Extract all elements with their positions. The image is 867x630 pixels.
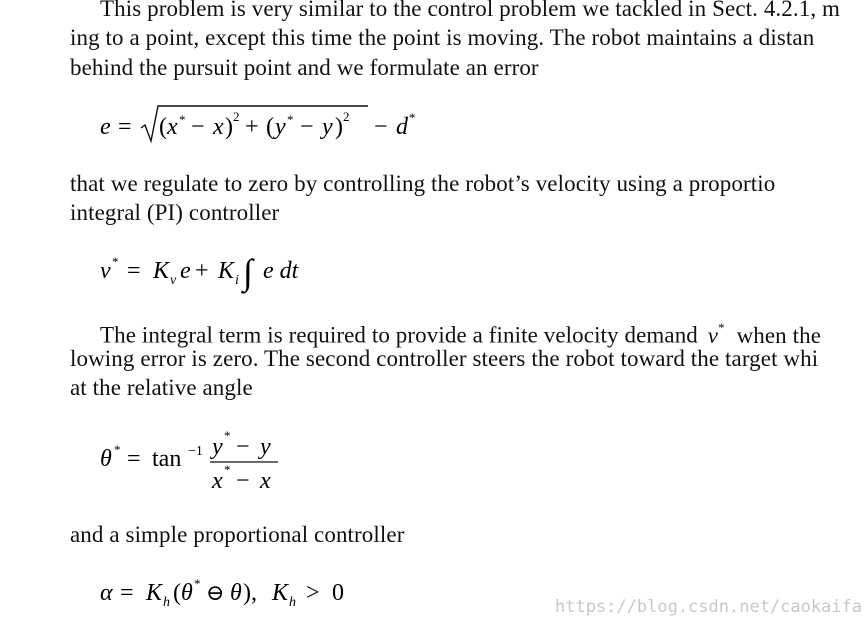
eq-angle-inverse: −1	[188, 444, 203, 459]
eq-error-open2: (	[266, 114, 274, 140]
eq-steer-equals: =	[120, 580, 134, 606]
eq-angle-equals: =	[127, 446, 141, 472]
eq-error-equals: =	[118, 114, 132, 140]
eq-error-lhs: e	[100, 114, 111, 140]
paragraph-3-line-1-part-a: The integral term is required to provide a finite velocity demand	[100, 322, 698, 348]
paragraph-1-line-3: behind the pursuit point and we formulate an error	[70, 55, 539, 80]
eq-steer-close: ),	[243, 580, 257, 606]
eq-vel-e: e	[180, 258, 191, 284]
eq-error-square1: 2	[233, 109, 240, 124]
eq-error-close2: )	[335, 114, 343, 140]
equation-error	[100, 100, 430, 146]
eq-steer-K2: K	[272, 580, 289, 606]
paragraph-4-line-1: and a simple proportional controller	[70, 522, 405, 547]
eq-vel-star: *	[112, 254, 119, 269]
eq-angle-num-star: *	[224, 428, 231, 443]
eq-angle-num-minus: −	[236, 434, 250, 460]
eq-angle-star: *	[114, 442, 121, 457]
eq-vel-Ki: K	[218, 258, 235, 284]
paragraph-3-line-1-part-b: when the	[736, 322, 822, 348]
paragraph-3-line-2: lowing error is zero. The second controller steers the robot toward the target whi	[70, 346, 819, 371]
eq-error-star2: *	[287, 112, 294, 127]
paragraph-3-line-3: at the relative angle	[70, 375, 253, 400]
eq-vel-edt: e dt	[263, 258, 299, 284]
eq-error-ystar: y	[275, 114, 286, 140]
eq-error-d: d	[396, 114, 408, 140]
paragraph-2-line-1: that we regulate to zero by controlling the robot’s velocity using a proportio	[70, 171, 776, 196]
eq-angle-theta: θ	[100, 446, 112, 472]
eq-error-star1: *	[179, 112, 186, 127]
eq-error-star3: *	[409, 110, 416, 125]
eq-steer-star: *	[194, 576, 201, 591]
paragraph-2-line-2: integral (PI) controller	[70, 200, 280, 225]
eq-angle-tan: tan	[152, 446, 182, 472]
paragraph-1-line-2: ing to a point, except this time the point is moving. The robot maintains a distan	[70, 25, 815, 50]
eq-vel-equals: =	[127, 258, 141, 284]
inline-v-superscript-star: *	[718, 320, 725, 335]
eq-vel-i-sub: i	[235, 273, 239, 288]
eq-angle-num-ystar: y	[212, 434, 223, 460]
eq-vel-plus: +	[195, 258, 209, 284]
eq-angle-den-minus: −	[236, 468, 250, 494]
eq-angle-den-x: x	[260, 468, 271, 494]
eq-vel-K: K	[153, 258, 170, 284]
eq-vel-integral-sign: ∫	[243, 252, 253, 292]
eq-error-minus1: −	[191, 114, 205, 140]
eq-angle-den-star: *	[224, 462, 231, 477]
eq-vel-v-sub: v	[170, 273, 177, 288]
equation-angle	[100, 424, 300, 494]
watermark-url: https://blog.csdn.net/caokaifa	[555, 597, 863, 617]
inline-v: v	[707, 322, 719, 348]
eq-steer-h2-sub: h	[289, 595, 296, 610]
eq-steer-K: K	[146, 580, 163, 606]
eq-error-xstar: x	[167, 114, 178, 140]
eq-error-square2: 2	[343, 109, 350, 124]
equation-steer	[100, 570, 360, 614]
eq-steer-zero: 0	[332, 580, 344, 606]
eq-steer-open: (	[173, 580, 181, 606]
eq-steer-theta: θ	[230, 580, 242, 606]
eq-steer-alpha: α	[100, 580, 113, 606]
eq-angle-den-xstar: x	[212, 468, 223, 494]
eq-steer-gt: >	[306, 580, 320, 606]
eq-steer-theta-star: θ	[181, 580, 193, 606]
eq-error-plus: +	[245, 114, 259, 140]
eq-error-close1: )	[225, 114, 233, 140]
eq-error-minus2: −	[300, 114, 314, 140]
eq-error-y: y	[322, 114, 333, 140]
equation-velocity	[100, 246, 320, 296]
eq-error-x: x	[213, 114, 224, 140]
eq-error-minus3: −	[374, 114, 388, 140]
eq-angle-num-y: y	[260, 434, 271, 460]
eq-steer-h-sub: h	[163, 595, 170, 610]
eq-error-open1: (	[159, 114, 167, 140]
paragraph-1-line-1: This problem is very similar to the control problem we tackled in Sect. 4.2.1, m	[100, 0, 841, 21]
eq-vel-v: v	[100, 258, 111, 284]
eq-steer-ominus: ⊖	[206, 580, 225, 605]
